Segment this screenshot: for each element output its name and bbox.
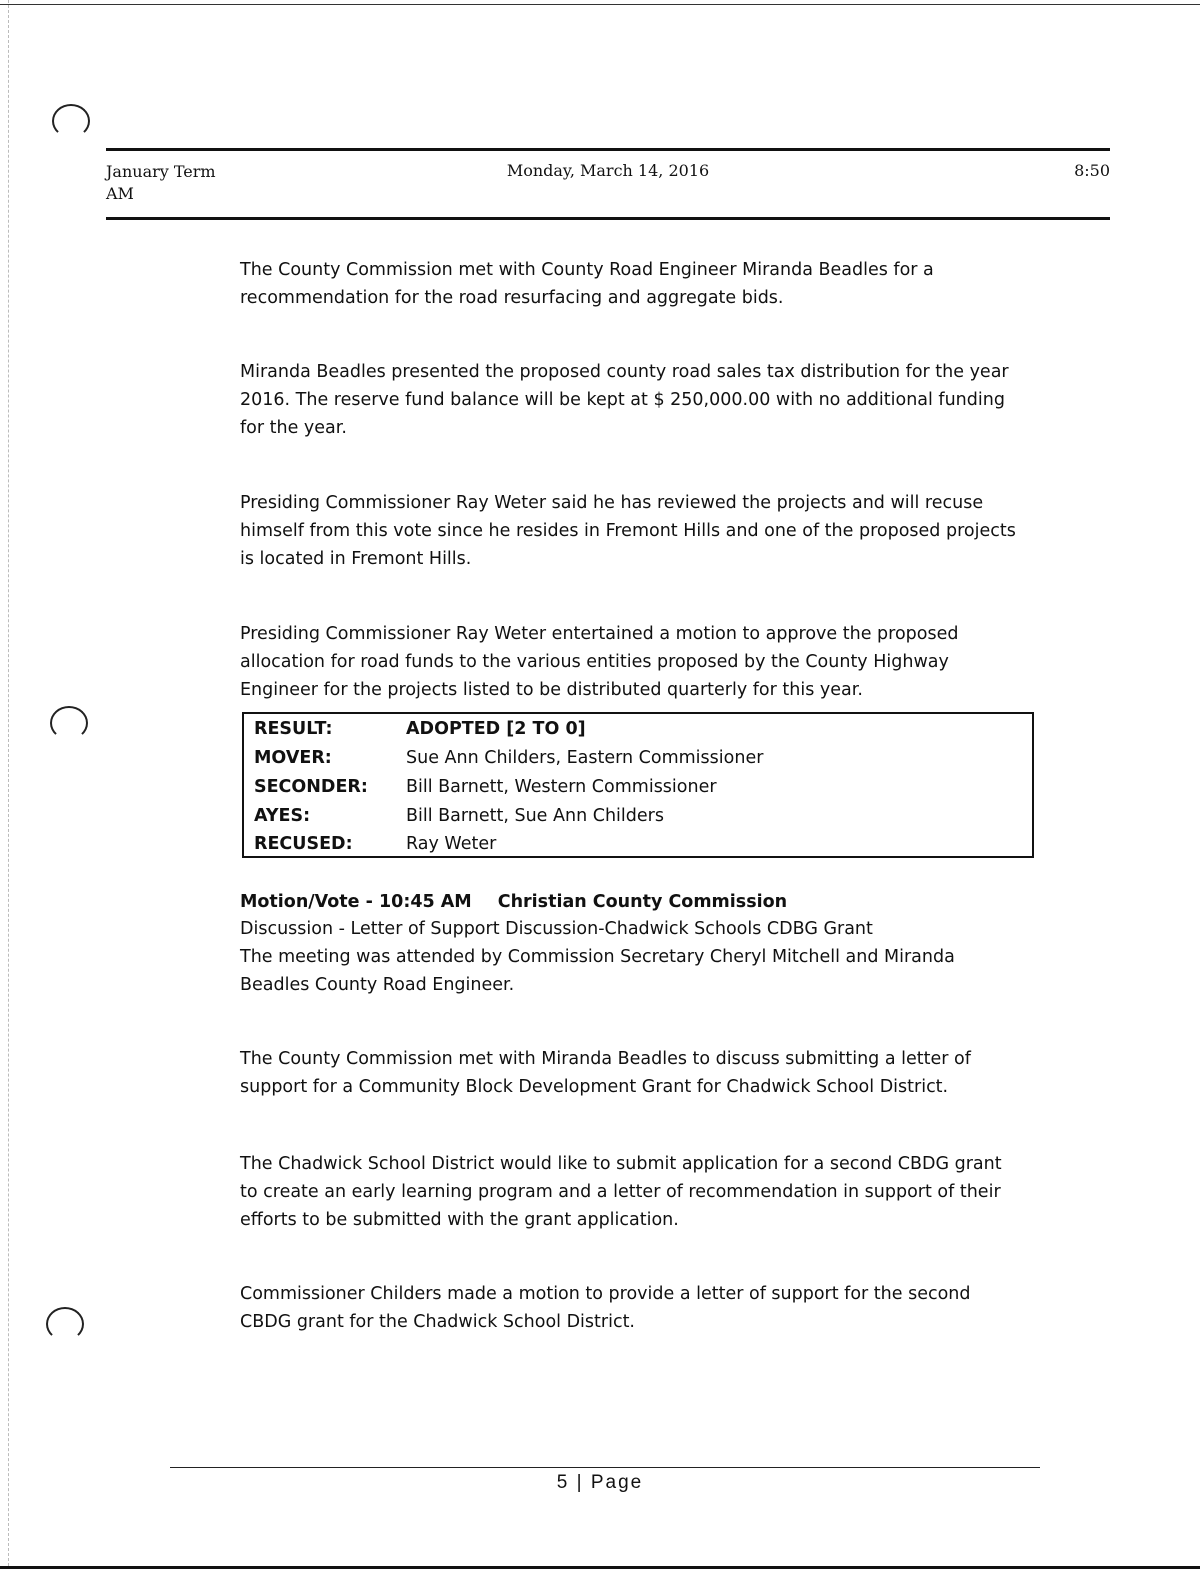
page-top-edge — [0, 4, 1200, 5]
vote-value: Bill Barnett, Sue Ann Childers — [406, 806, 664, 826]
footer-rule — [170, 1467, 1040, 1468]
motion-vote-label: Motion/Vote - 10:45 AM — [240, 892, 472, 912]
vote-value: ADOPTED [2 TO 0] — [406, 719, 586, 739]
vote-result-table — [242, 712, 1034, 858]
paragraph-road-engineer-meeting: The County Commission met with County Road Engineer Miranda Beadles for a recommendation for the road resurfacing and aggregate bids. — [240, 260, 934, 308]
motion-vote-body: Christian County Commission — [497, 892, 788, 912]
motion-vote-heading — [240, 888, 787, 916]
punch-hole-middle — [50, 706, 88, 740]
vote-value: Sue Ann Childers, Eastern Commissioner — [406, 748, 764, 768]
vote-row-ayes — [244, 802, 1032, 831]
paragraph-motion-request: Presiding Commissioner Ray Weter entertained a motion to approve the proposed allocation for road funds to the various entities proposed by the County Highway Engineer for the projects listed to be distributed quarterly for this year. — [240, 624, 959, 700]
vote-value: Bill Barnett, Western Commissioner — [406, 777, 717, 797]
vote-value: Ray Weter — [406, 834, 497, 854]
vote-row-mover — [244, 744, 1032, 773]
vote-row-seconder — [244, 773, 1032, 802]
term-line-2: AM — [106, 184, 134, 203]
vote-row-result — [244, 715, 1032, 744]
paragraph-sales-tax-distribution: Miranda Beadles presented the proposed county road sales tax distribution for the year 2016. The reserve fund balance will be kept at $ 250,000.00 with no additional funding for the year. — [240, 362, 1009, 438]
punch-hole-bottom — [46, 1307, 84, 1341]
vote-label: RECUSED: — [254, 834, 353, 854]
meeting-date: Monday, March 14, 2016 — [506, 161, 710, 180]
page-left-edge — [8, 0, 9, 1566]
term-line-1: January Term — [106, 162, 216, 181]
paragraph-discussion: Discussion - Letter of Support Discussion-Chadwick Schools CDBG Grant The meeting was attended by Commission Secretary Cheryl Mitchell and Miranda Beadles County Road Engineer. — [240, 919, 955, 995]
vote-row-recused — [244, 830, 1032, 859]
page-bottom-edge — [0, 1566, 1200, 1569]
vote-label: MOVER: — [254, 748, 332, 768]
paragraph-grant-application: The Chadwick School District would like to submit application for a second CBDG grant to create an early learning program and a letter of recommendation in support of their efforts to be submitted with the grant application. — [240, 1154, 1002, 1230]
page-number: 5 | Page — [556, 1472, 644, 1493]
paragraph-recusal: Presiding Commissioner Ray Weter said he has reviewed the projects and will recuse himself from this vote since he resides in Fremont Hills and one of the proposed projects is located in Fremont Hills. — [240, 493, 1016, 569]
vote-label: AYES: — [254, 806, 311, 826]
paragraph-childers-motion: Commissioner Childers made a motion to provide a letter of support for the second CBDG grant for the Chadwick School District. — [240, 1284, 971, 1332]
paragraph-letter-of-support: The County Commission met with Miranda Beadles to discuss submitting a letter of support for a Community Block Development Grant for Chadwick School District. — [240, 1049, 971, 1097]
punch-hole-top — [52, 104, 90, 138]
vote-label: RESULT: — [254, 719, 333, 739]
meeting-time: 8:50 — [1074, 161, 1110, 180]
page-header — [106, 148, 1110, 220]
vote-label: SECONDER: — [254, 777, 368, 797]
